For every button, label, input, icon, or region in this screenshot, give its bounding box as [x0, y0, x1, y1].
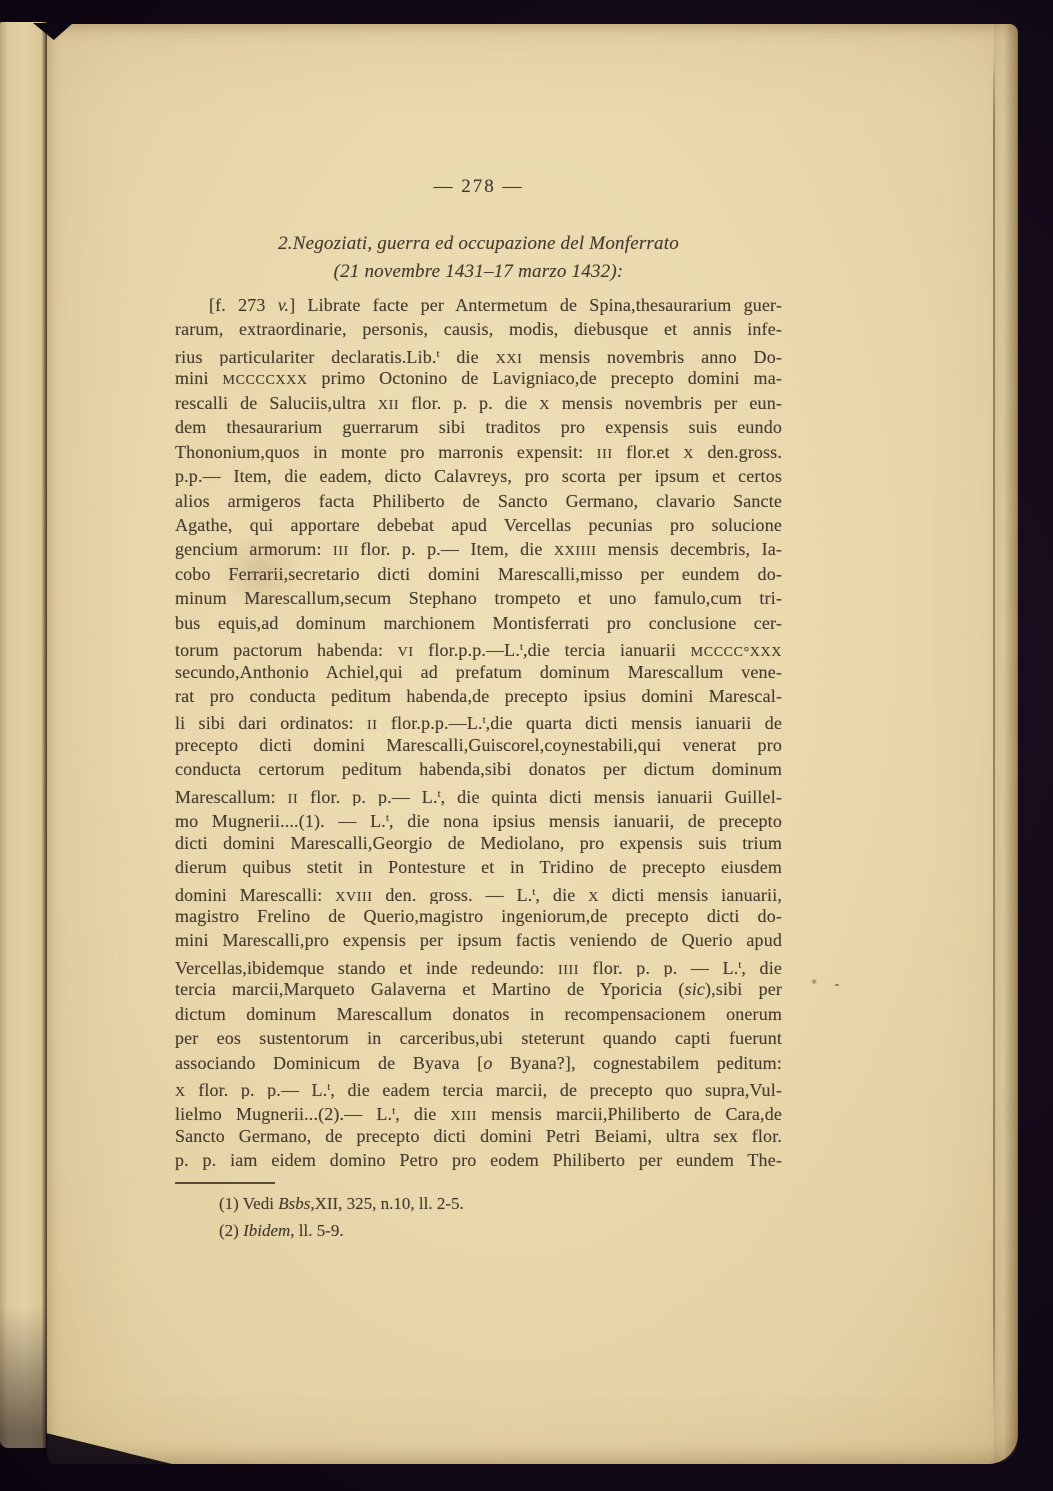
text-line: gencium armorum: III flor. p. p.— Item, die XXIIII mensis decembris, Ia- — [175, 539, 782, 560]
footnote-line: (1) Vedi Bsbs,XII, 325, n.10, ll. 2-5. — [219, 1194, 464, 1213]
footnote-separator — [175, 1182, 275, 1184]
footnotes — [175, 1191, 782, 1244]
text-line: mini Marescalli,pro expensis per ipsum factis veniendo de Querio apud — [175, 930, 782, 951]
text-line: Thononium,quos in monte pro marronis expensit: III flor.et X den.gross. — [175, 441, 782, 462]
text-line: rius particulariter declaratis.Lib.$^t$ die XXI mensis novembris anno Do- — [175, 346, 782, 367]
text-line: Marescallum: II flor. p. p.— L.$^t$, die quinta dicti mensis ianuarii Guillel- — [175, 786, 782, 807]
heading-line-2: (21 novembre 1431–17 marzo 1432): — [333, 260, 624, 282]
text-line: Vercellas,ibidemque stando et inde redeundo: IIII flor. p. p. — L.$^t$, die — [175, 957, 782, 978]
text-line: torum pactorum habenda: VI flor.p.p.—L.$^t$,die tercia ianuarii MCCCC°XXX — [175, 640, 782, 660]
text-line: rat pro conducta peditum habenda,de precepto ipsius domini Marescal- — [175, 686, 782, 706]
text-line: bus equis,ad dominum marchionem Montisferrati pro conclusione cer- — [175, 612, 782, 633]
heading-line-1: 2.Negoziati, guerra ed occupazione del Monferrato — [278, 233, 679, 254]
section-heading — [175, 230, 782, 285]
adjacent-page-edge — [0, 22, 47, 1448]
text-line: alios armigeros facta Philiberto de Sancto Germano, clavario Sancte — [175, 490, 782, 511]
text-line: precepto dicti domini Marescalli,Guiscorel,coynestabili,qui venerat pro — [175, 734, 782, 755]
text-line: rescalli de Saluciis,ultra XII flor. p. p. die X mensis novembris per eun- — [175, 392, 782, 413]
page-crease-line — [993, 52, 995, 1424]
page-right-edge — [994, 24, 1018, 1464]
text-line: secundo,Anthonio Achiel,qui ad prefatum dominum Marescallum vene- — [175, 661, 782, 682]
page-number: — 278 — — [433, 176, 524, 197]
text-line: li sibi dari ordinatos: II flor.p.p.—L.$^t$,die quarta dicti mensis ianuarii de — [175, 713, 782, 733]
text-line: dicti domini Marescalli,Georgio de Mediolano, pro expensis suis trium — [175, 832, 782, 853]
text-line: tercia marcii,Marqueto Galaverna et Martino de Yporicia (sic),sibi per — [175, 979, 782, 1000]
text-line: associando Dominicum de Byava [o Byana?], cognestabilem peditum: — [175, 1052, 782, 1073]
text-line: p. p. iam eidem domino Petro pro eodem Philiberto per eundem The- — [175, 1150, 782, 1171]
text-line: mo Mugnerii....(1). — L.$^t$, die nona ipsius mensis ianuarii, de precepto — [175, 811, 782, 831]
text-line: domini Marescalli: XVIII den. gross. — L.$^t$, die X dicti mensis ianuarii, — [175, 884, 782, 904]
text-line: dictum dominum Marescallum donatos in recompensacionem onerum — [175, 1003, 782, 1024]
text-line: lielmo Mugnerii...(2).— L.$^t$, die XIII mensis marcii,Philiberto de Cara,de — [175, 1104, 782, 1124]
text-line: per eos sustentorum in carceribus,ubi steterunt quando capti fuerunt — [175, 1028, 782, 1049]
text-line: dem thesaurarium guerrarum sibi traditos pro expensis suis eundo — [175, 417, 782, 438]
text-line: dierum quibus stetit in Pontesture et in Tridino de precepto eiusdem — [175, 857, 782, 878]
paper-speck — [835, 984, 839, 986]
text-line: p.p.— Item, die eadem, dicto Calavreys, pro scorta per ipsum et certos — [175, 466, 782, 487]
text-line: [f. 273 v.] Librate facte per Antermetum de Spina,thesaurarium guer- — [209, 295, 782, 315]
text-line: cobo Ferrarii,secretario dicti domini Marescalli,misso per eundem do- — [175, 563, 782, 584]
book-page — [47, 24, 1018, 1464]
text-line: rarum, extraordinarie, personis, causis, modis, diebusque et annis infe- — [175, 319, 782, 340]
text-line: X flor. p. p.— L.$^t$, die eadem tercia marcii, de precepto quo supra,Vul- — [175, 1080, 782, 1100]
footnote-line: (2) Ibidem, ll. 5-9. — [219, 1220, 344, 1240]
text-line: magistro Frelino de Querio,magistro ingeniorum,de precepto dicti do- — [175, 905, 782, 926]
page-corner-shadow — [46, 1433, 176, 1465]
text-line: minum Marescallum,secum Stephano trompeto et uno famulo,cum tri- — [175, 588, 782, 609]
text-line: mini MCCCCXXX primo Octonino de Lavigniaco,de precepto domini ma- — [175, 368, 782, 389]
text-line: conducta certorum peditum habenda,sibi donatos per dictum dominum — [175, 759, 782, 780]
body-text — [175, 293, 782, 1173]
text-line: Sancto Germano, de precepto dicti domini Petri Beiami, ultra sex flor. — [175, 1125, 782, 1146]
text-line: Agathe, qui apportare debebat apud Vercellas pecunias pro solucione — [175, 514, 782, 535]
